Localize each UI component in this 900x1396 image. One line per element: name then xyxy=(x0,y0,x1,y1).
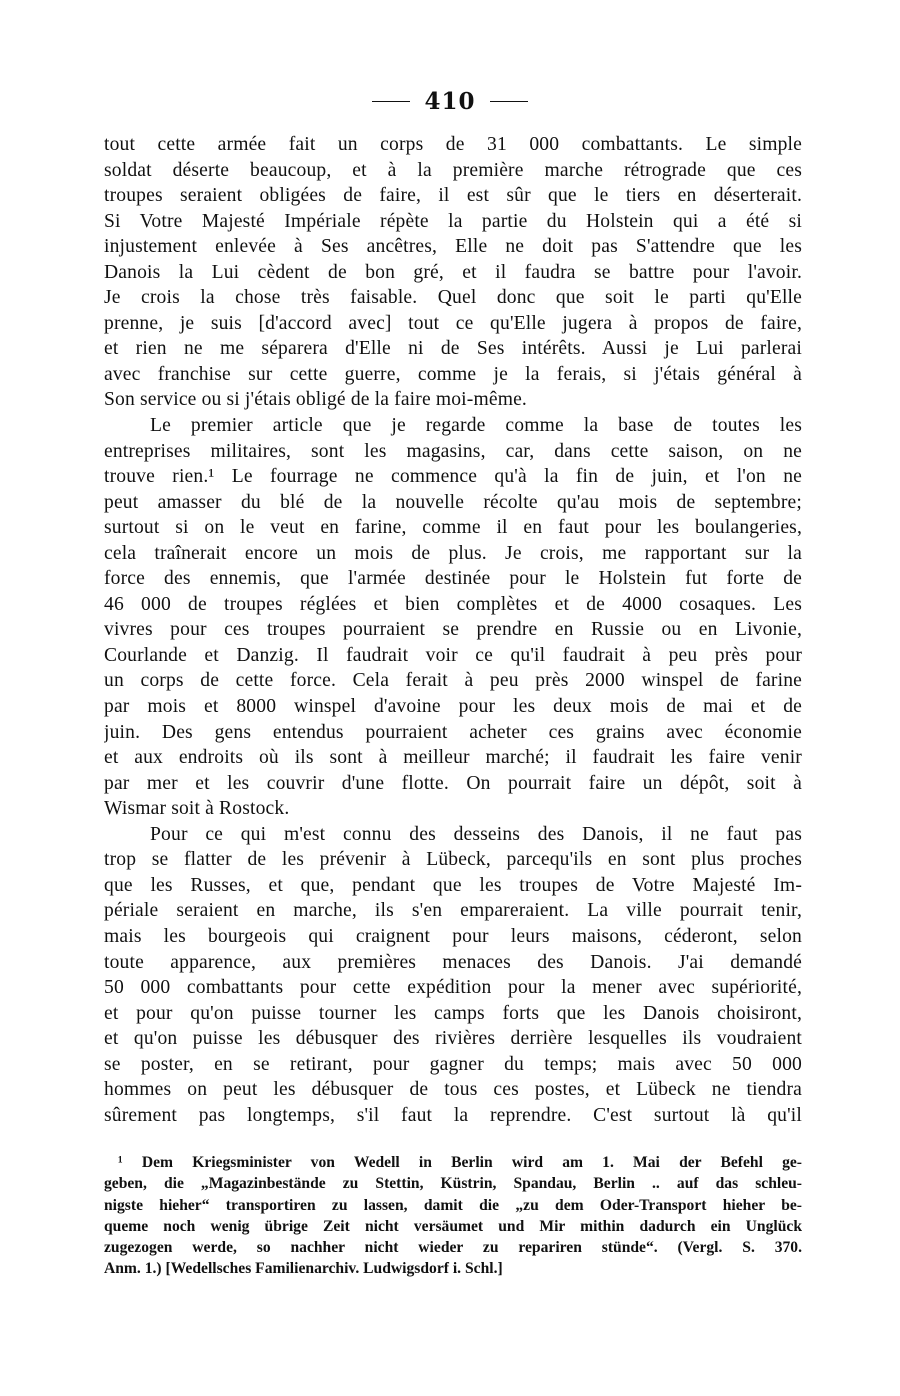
footnote xyxy=(104,1152,802,1280)
text-line: avec franchise sur cette guerre, comme je la ferais, si j'étais général à xyxy=(104,363,802,385)
text-line: surtout si on le veut en farine, comme il en faut pour les boulangeries, xyxy=(104,517,802,539)
footnote-line: Anm. 1.) [Wedellsches Familienarchiv. Ludwigsdorf i. Schl.] xyxy=(104,1260,503,1278)
footnote-line: ¹ Dem Kriegsminister von Wedell in Berlin wird am 1. Mai der Befehl ge- xyxy=(118,1154,802,1171)
text-line: vivres pour ces troupes pourraient se prendre en Russie ou en Livonie, xyxy=(104,619,802,641)
text-line: force des ennemis, que l'armée destinée pour le Holstein fut forte de xyxy=(104,568,802,590)
text-line: et rien ne me séparera d'Elle ni de Ses intérêts. Aussi je Lui parlerai xyxy=(104,338,802,360)
text-line: que les Russes, et que, pendant que les troupes de Votre Majesté Im- xyxy=(104,874,802,896)
text-line: par mois et 8000 winspel d'avoine pour les deux mois de mai et de xyxy=(104,696,802,718)
text-line: et pour qu'on puisse tourner les camps forts que les Danois choisiront, xyxy=(104,1002,802,1024)
text-line: 50 000 combattants pour cette expédition pour la mener avec supériorité, xyxy=(104,977,802,999)
text-line: un corps de cette force. Cela ferait à peu près 2000 winspel de farine xyxy=(104,670,802,692)
footnote-line: nigste hieher“ transportiren zu lassen, damit die „zu dem Oder-Transport hieher be- xyxy=(104,1196,802,1214)
text-line: se poster, en se retirant, pour gagner du temps; mais avec 50 000 xyxy=(104,1053,802,1075)
header-dash-left xyxy=(372,101,410,102)
text-line: 46 000 de troupes réglées et bien complètes et de 4000 cosaques. Les xyxy=(104,593,802,615)
text-line: sûrement pas longtemps, s'il faut la reprendre. C'est surtout là qu'il xyxy=(104,1104,802,1126)
body-text xyxy=(104,132,802,1128)
text-line: peut amasser du blé de la nouvelle récolte qu'au mois de septembre; xyxy=(104,491,802,513)
footnote-line: queme noch wenig übrige Zeit nicht versäumet und Mir mithin dadurch ein Unglück xyxy=(104,1217,802,1235)
text-line: Pour ce qui m'est connu des desseins des Danois, il ne faut pas xyxy=(150,823,802,845)
footnote-line: geben, die „Magazinbestände zu Stettin, Küstrin, Spandau, Berlin .. auf das schleu- xyxy=(104,1175,802,1193)
text-line: Je crois la chose très faisable. Quel donc que soit le parti qu'Elle xyxy=(104,287,802,309)
text-line: entreprises militaires, sont les magasins, car, dans cette saison, on ne xyxy=(104,440,802,462)
text-line: Courlande et Danzig. Il faudrait voir ce qu'il faudrait à peu près pour xyxy=(104,644,802,666)
text-line: hommes on peut les débusquer de tous ces postes, et Lübeck ne tiendra xyxy=(104,1079,802,1101)
text-line: Son service ou si j'étais obligé de la faire moi-même. xyxy=(104,389,527,411)
text-line: et qu'on puisse les débusquer des rivières derrière lesquelles ils voudraient xyxy=(104,1028,802,1050)
text-line: soldat déserte beaucoup, et à la première marche rétrograde que ces xyxy=(104,159,802,181)
text-line: cela traînerait encore un mois de plus. Je crois, me rapportant sur la xyxy=(104,542,802,564)
text-line: troupes seraient obligées de faire, il est sûr que le tiers en déserterait. xyxy=(104,185,802,207)
text-line: injustement enlevée à Ses ancêtres, Elle ne doit pas S'attendre que les xyxy=(104,236,802,258)
text-line: trop se flatter de les prévenir à Lübeck, parcequ'ils en sont plus proches xyxy=(104,849,802,871)
text-line: juin. Des gens entendus pourraient acheter ces grains avec économie xyxy=(104,721,802,743)
page-header xyxy=(0,88,900,115)
text-line: tout cette armée fait un corps de 31 000 combattants. Le simple xyxy=(104,134,802,155)
footnote-line: zugezogen werde, so nachher nicht wieder zu repariren stünde“. (Vergl. S. 370. xyxy=(104,1239,802,1257)
text-line: Si Votre Majesté Impériale répète la partie du Holstein qui a été si xyxy=(104,210,802,232)
text-line: et aux endroits où ils sont à meilleur marché; il faudrait les faire venir xyxy=(104,747,802,769)
text-line: Danois la Lui cèdent de bon gré, et il faudra se battre pour l'avoir. xyxy=(104,261,802,283)
text-line: par mer et les couvrir d'une flotte. On pourrait faire un dépôt, soit à xyxy=(104,772,802,794)
text-line: prenne, je suis [d'accord avec] tout ce qu'Elle jugera à propos de faire, xyxy=(104,312,802,334)
text-line: toute apparence, aux premières menaces des Danois. J'ai demandé xyxy=(104,951,802,973)
text-line: Wismar soit à Rostock. xyxy=(104,798,290,820)
page-number: 410 xyxy=(424,88,476,115)
text-line: périale seraient en marche, ils s'en empareraient. La ville pourrait tenir, xyxy=(104,900,802,922)
header-dash-right xyxy=(490,101,528,102)
text-line: trouve rien.¹ Le fourrage ne commence qu'à la fin de juin, et l'on ne xyxy=(104,466,802,488)
text-line: Le premier article que je regarde comme la base de toutes les xyxy=(150,415,802,437)
text-line: mais les bourgeois qui craignent pour leurs maisons, céderont, selon xyxy=(104,925,802,947)
